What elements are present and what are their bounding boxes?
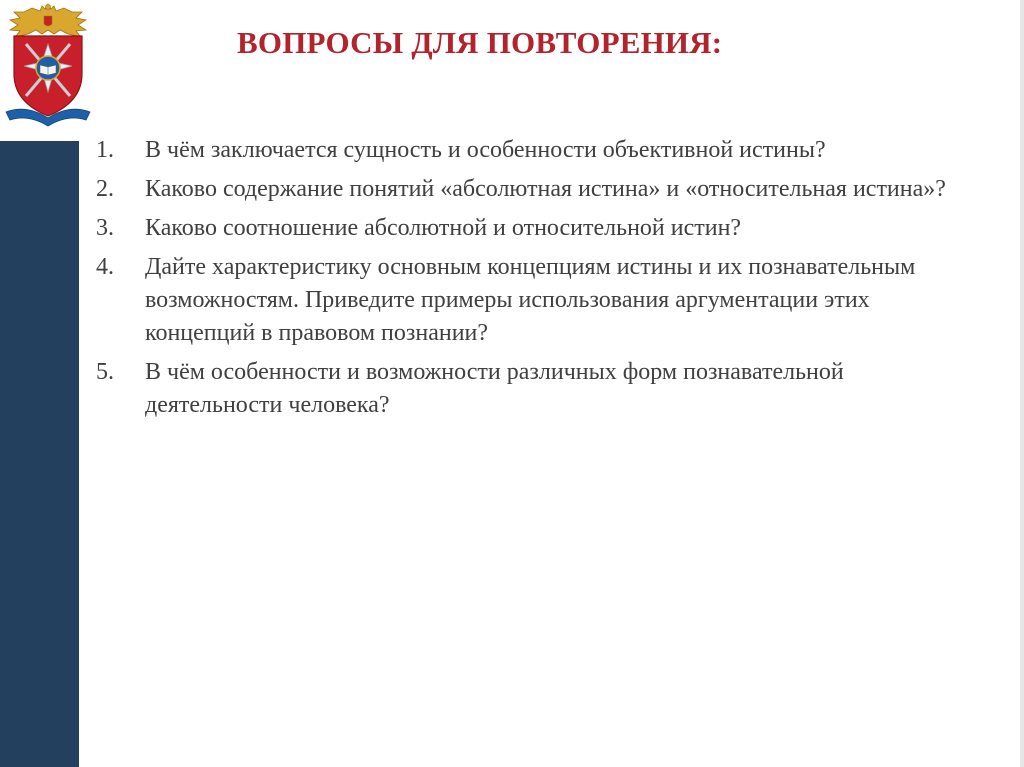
page-title: ВОПРОСЫ ДЛЯ ПОВТОРЕНИЯ: xyxy=(237,25,723,60)
question-text: В чём особенности и возможности различных форм познавательной деятельности человека? xyxy=(145,359,844,418)
list-item xyxy=(96,173,966,206)
list-item xyxy=(96,356,966,422)
question-number: 1. xyxy=(96,137,114,163)
list-item xyxy=(96,134,966,167)
question-text: Каково соотношение абсолютной и относительной истин? xyxy=(145,215,742,241)
question-number: 4. xyxy=(96,254,114,280)
list-item xyxy=(96,251,966,350)
list-item xyxy=(96,212,966,245)
question-text: Каково содержание понятий «абсолютная истина» и «относительная истина»? xyxy=(145,176,946,202)
question-number: 2. xyxy=(96,176,114,202)
police-academy-emblem-icon xyxy=(2,0,94,130)
questions-list xyxy=(96,134,966,428)
question-number: 3. xyxy=(96,215,114,241)
question-number: 5. xyxy=(96,359,114,385)
sidebar-decoration xyxy=(0,141,79,767)
slide-edge xyxy=(1020,0,1024,767)
question-text: В чём заключается сущность и особенности объективной истины? xyxy=(145,137,826,163)
question-text: Дайте характеристику основным концепциям истины и их познавательным возможностям. Приведите примеры использования аргументации этих концепций в правовом познании? xyxy=(145,254,916,346)
